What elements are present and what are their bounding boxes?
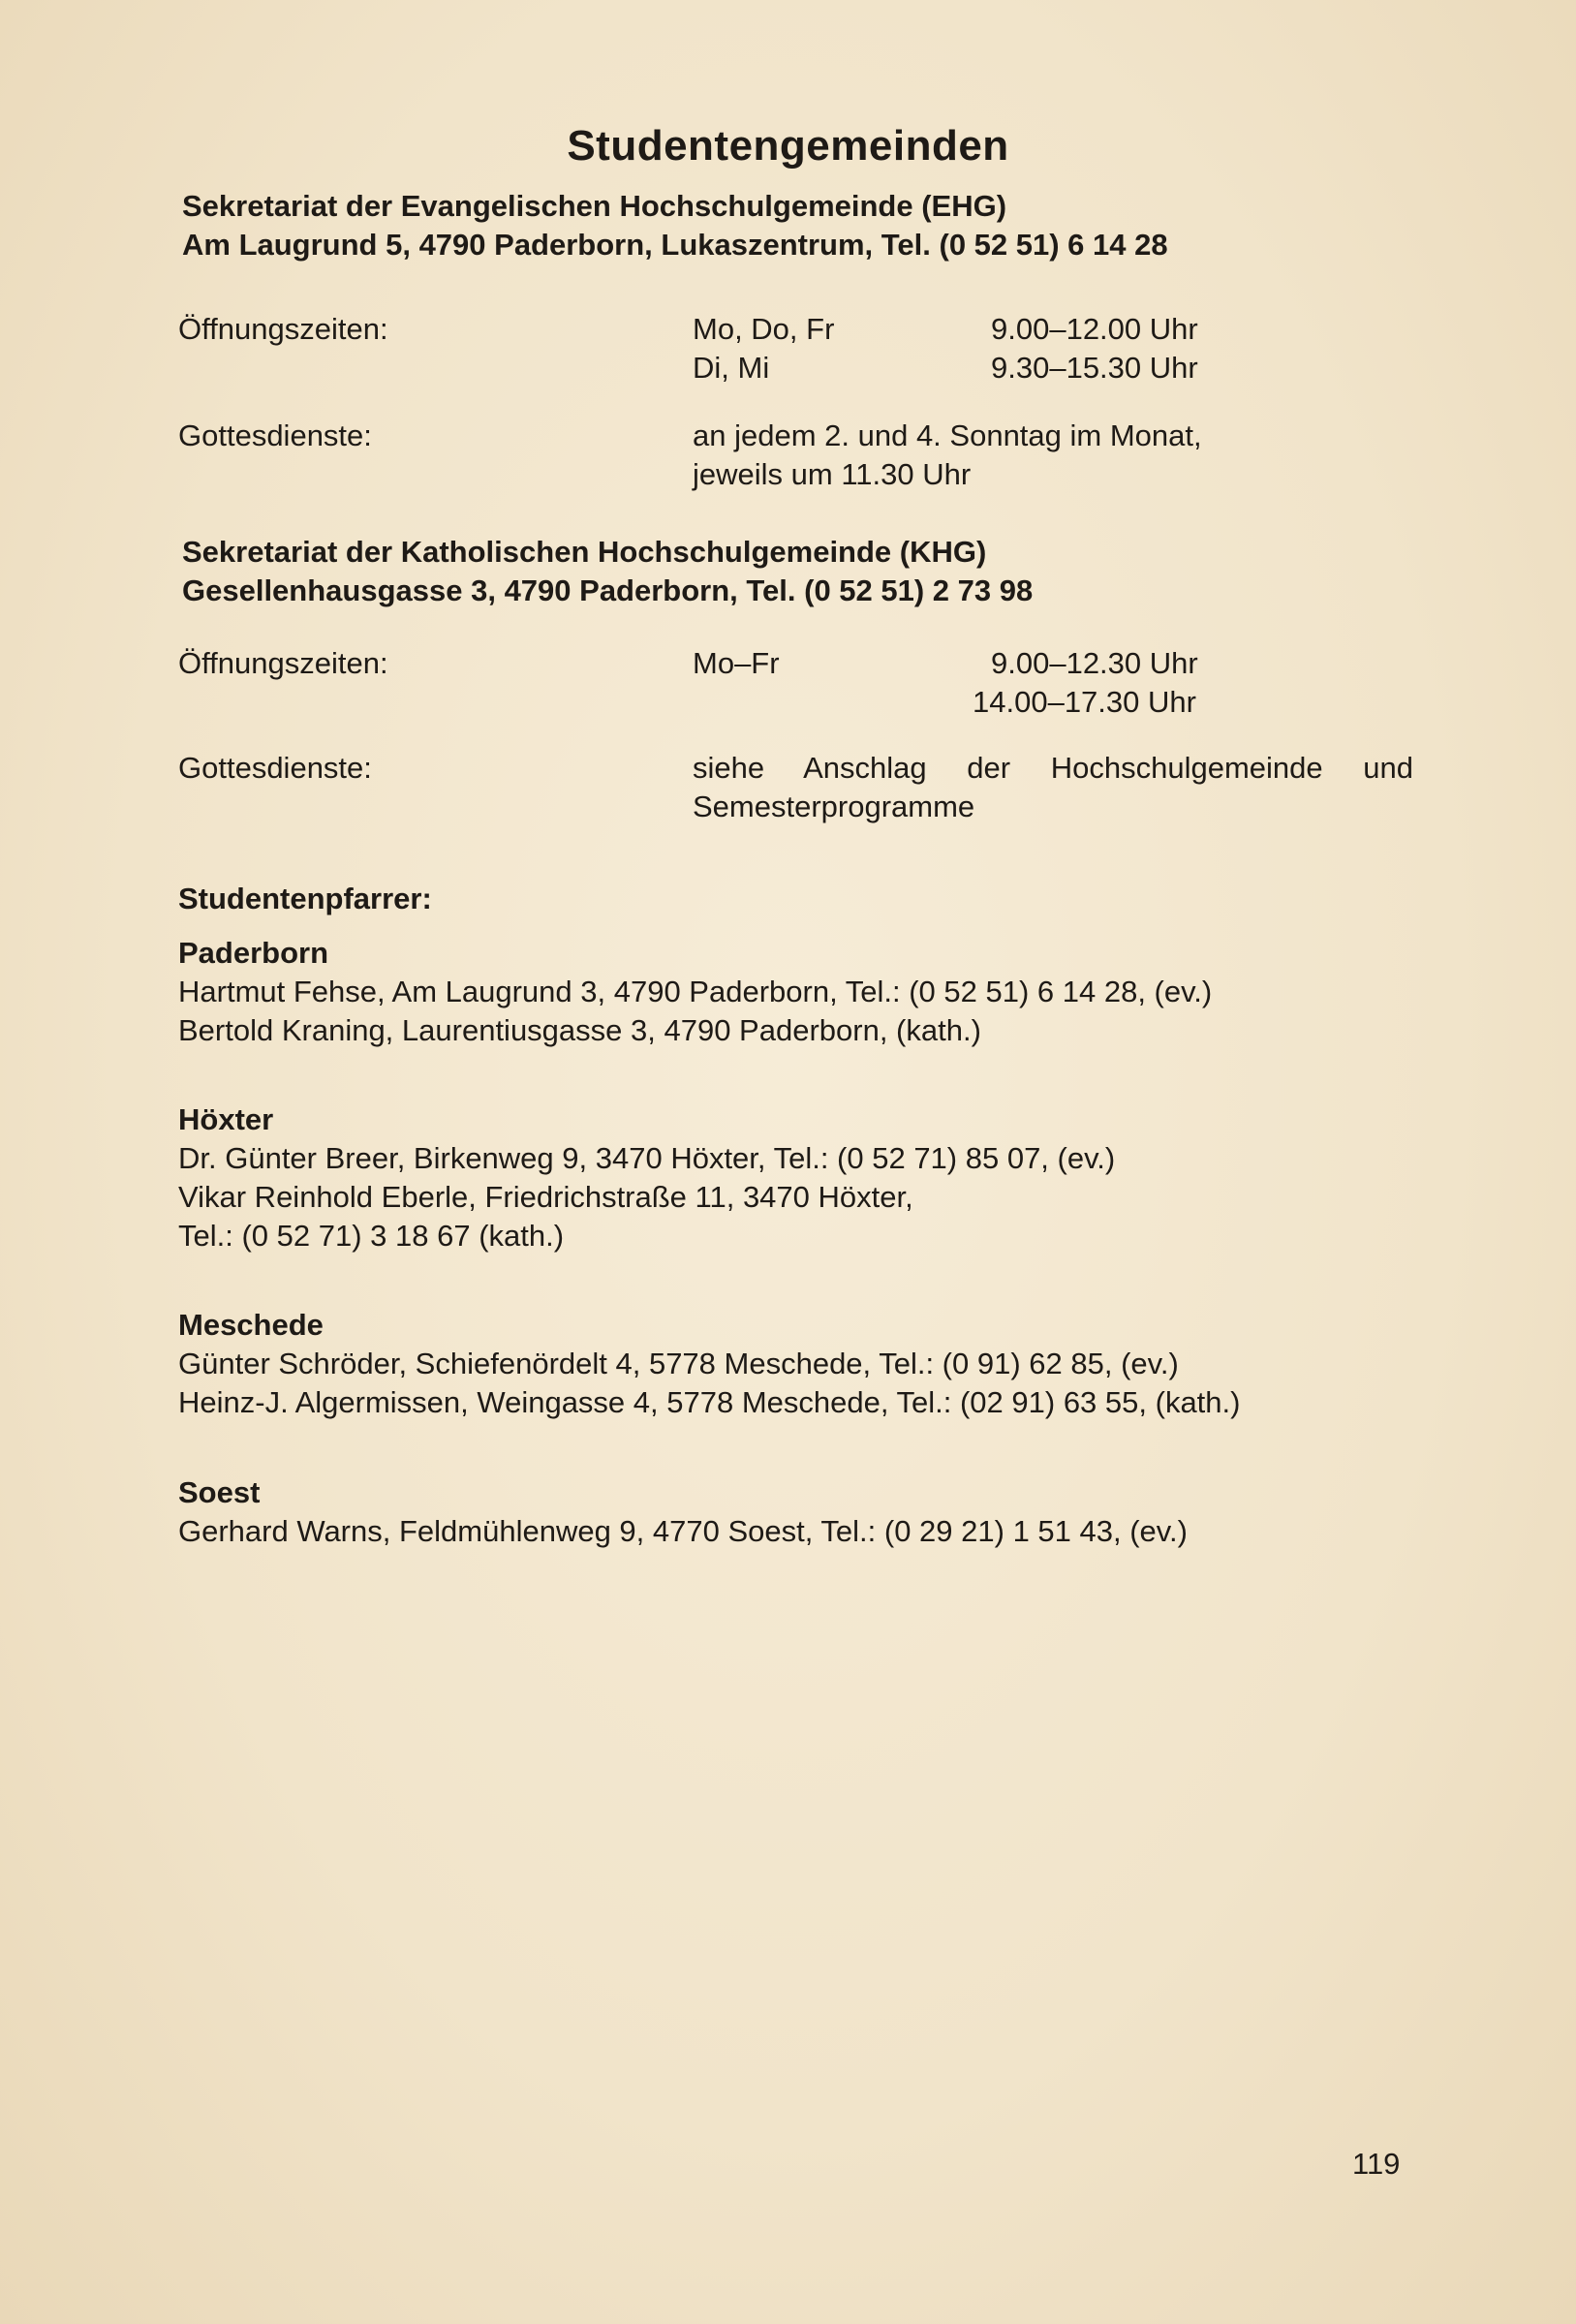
- pastor-entry: Dr. Günter Breer, Birkenweg 9, 3470 Höxter, Tel.: (0 52 71) 85 07, (ev.): [178, 1141, 1116, 1175]
- ehg-hours-label: Öffnungszeiten:: [178, 312, 388, 346]
- page-number: 119: [1352, 2147, 1401, 2181]
- khg-services-label: Gottesdienste:: [178, 751, 372, 785]
- pastor-entry: Bertold Kraning, Laurentiusgasse 3, 4790 Paderborn, (kath.): [178, 1013, 981, 1047]
- khg-hours-time: 14.00–17.30 Uhr: [973, 685, 1196, 719]
- pastors-heading: Studentenpfarrer:: [178, 882, 432, 915]
- city-heading-meschede: Meschede: [178, 1308, 324, 1342]
- khg-address: Gesellenhausgasse 3, 4790 Paderborn, Tel. (0 52 51) 2 73 98: [182, 573, 1034, 607]
- pastor-entry: Tel.: (0 52 71) 3 18 67 (kath.): [178, 1219, 565, 1253]
- ehg-services-label: Gottesdienste:: [178, 418, 372, 452]
- page-title: Studentengemeinden: [567, 122, 1009, 170]
- ehg-services-line: an jedem 2. und 4. Sonntag im Monat,: [693, 418, 1202, 452]
- khg-hours-time: 9.00–12.30 Uhr: [991, 646, 1198, 680]
- ehg-address: Am Laugrund 5, 4790 Paderborn, Lukaszentrum, Tel. (0 52 51) 6 14 28: [182, 228, 1168, 262]
- pastor-entry: Hartmut Fehse, Am Laugrund 3, 4790 Paderborn, Tel.: (0 52 51) 6 14 28, (ev.): [178, 975, 1213, 1008]
- pastor-entry: Heinz-J. Algermissen, Weingasse 4, 5778 Meschede, Tel.: (02 91) 63 55, (kath.): [178, 1385, 1241, 1419]
- khg-heading: Sekretariat der Katholischen Hochschulgemeinde (KHG): [182, 535, 987, 569]
- city-heading-paderborn: Paderborn: [178, 936, 329, 970]
- ehg-hours-days: Mo, Do, Fr: [693, 312, 835, 346]
- city-heading-hoexter: Höxter: [178, 1102, 274, 1136]
- city-heading-soest: Soest: [178, 1475, 261, 1509]
- khg-services-line: siehe Anschlag der Hochschulgemeinde und: [693, 751, 1413, 785]
- ehg-hours-time: 9.00–12.00 Uhr: [991, 312, 1198, 346]
- ehg-hours-days: Di, Mi: [693, 351, 770, 385]
- ehg-services-line: jeweils um 11.30 Uhr: [693, 457, 972, 491]
- ehg-heading: Sekretariat der Evangelischen Hochschulgemeinde (EHG): [182, 189, 1007, 223]
- pastor-entry: Vikar Reinhold Eberle, Friedrichstraße 11, 3470 Höxter,: [178, 1180, 913, 1214]
- khg-hours-days: Mo–Fr: [693, 646, 780, 680]
- khg-services-line: Semesterprogramme: [693, 790, 975, 823]
- pastor-entry: Gerhard Warns, Feldmühlenweg 9, 4770 Soest, Tel.: (0 29 21) 1 51 43, (ev.): [178, 1514, 1188, 1548]
- pastor-entry: Günter Schröder, Schiefenördelt 4, 5778 Meschede, Tel.: (0 91) 62 85, (ev.): [178, 1347, 1179, 1380]
- khg-hours-label: Öffnungszeiten:: [178, 646, 388, 680]
- ehg-hours-time: 9.30–15.30 Uhr: [991, 351, 1198, 385]
